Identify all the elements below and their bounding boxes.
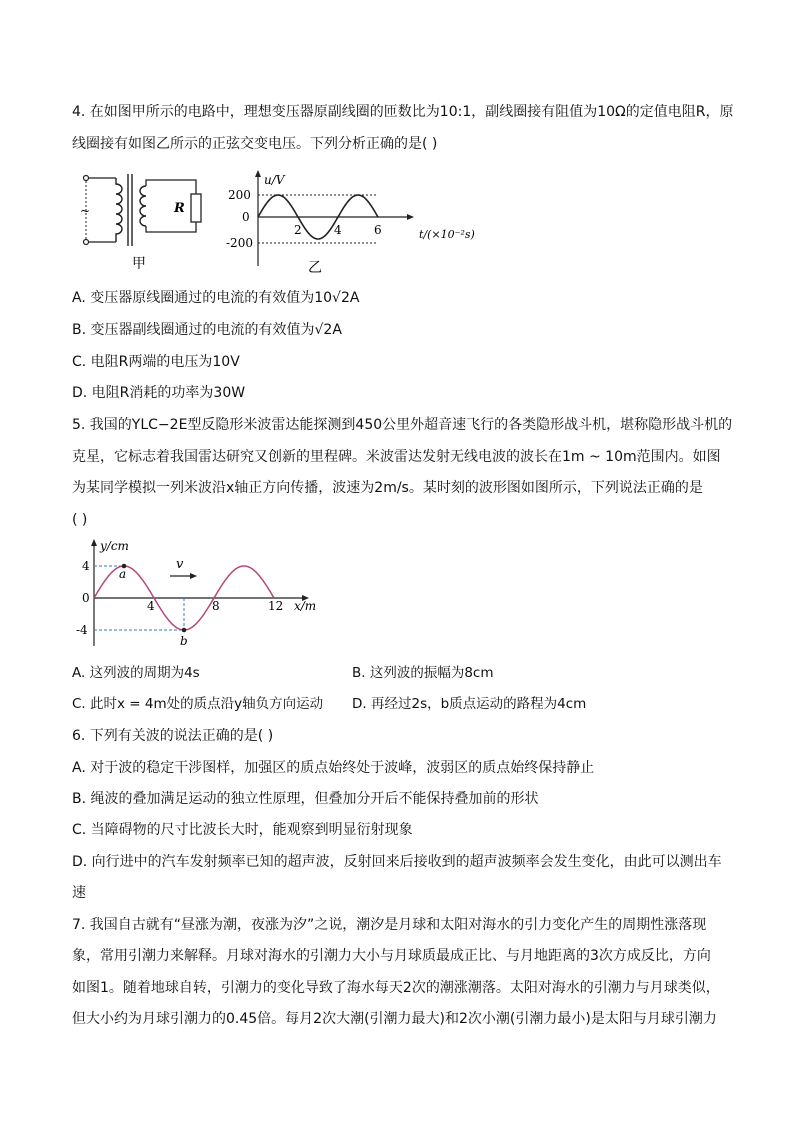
t-axis-arrow <box>407 214 414 220</box>
q4-option-a: A. 变压器原线圈通过的电流的有效值为10√2A <box>72 290 360 306</box>
point-a-label: a <box>119 567 127 581</box>
q4-option-c: C. 电阻R两端的电压为10V <box>72 354 240 370</box>
y-tick-neg4: -4 <box>76 623 88 637</box>
source-symbol: ~ <box>80 204 91 218</box>
primary-coil <box>116 178 122 242</box>
velocity-label: v <box>176 557 184 572</box>
resistor <box>191 194 201 222</box>
q4-stem-line-2: 线圈接有如图乙所示的正弦交变电压。下列分析正确的是( ) <box>72 136 438 152</box>
secondary-coil <box>140 186 146 226</box>
q6-stem: 6. 下列有关波的说法正确的是( ) <box>72 728 274 744</box>
resistor-label: R <box>174 201 185 216</box>
u-axis-label: u/V <box>264 173 285 187</box>
u-tick-200: 200 <box>228 188 251 202</box>
q6-option-a: A. 对于波的稳定干涉图样，加强区的质点始终处于波峰，波弱区的质点始终保持静止 <box>72 760 595 776</box>
q6-option-b: B. 绳波的叠加满足运动的独立性原理，但叠加分开后不能保持叠加前的形状 <box>72 791 539 807</box>
terminal-top <box>84 176 89 181</box>
q5-option-d: D. 再经过2s，b质点运动的路程为4cm <box>352 696 587 712</box>
q6-option-d-cont: 速 <box>72 885 86 901</box>
y-tick-4: 4 <box>82 559 90 573</box>
q6-option-c: C. 当障碍物的尺寸比波长大时，能观察到明显衍射现象 <box>72 822 413 838</box>
q5-stem-line-3: 为某同学模拟一列米波沿x轴正方向传播，波速为2m/s。某时刻的波形图如图所示，下列说法正确的是 <box>72 480 703 496</box>
wave-figure <box>72 534 332 652</box>
q6-option-d: D. 向行进中的汽车发射频率已知的超声波，反射回来后接收到的超声波频率会发生变化，由此可以测出车 <box>72 854 722 870</box>
transformer-circuit-figure <box>74 166 214 274</box>
q5-stem-line-2: 克星，它标志着我国雷达研究又创新的里程碑。米波雷达发射无线电波的波长在1m ~ 10m范围内。如图 <box>72 449 721 465</box>
q5-option-a: A. 这列波的周期为4s <box>72 665 200 681</box>
q7-stem-line-4: 但大小约为月球引潮力的0.45倍。每月2次大潮(引潮力最大)和2次小潮(引潮力最小)是太阳与月球引潮力 <box>72 1011 717 1027</box>
y-axis-label: y/cm <box>100 539 129 553</box>
q5-option-b: B. 这列波的振幅为8cm <box>352 665 494 681</box>
x-axis-label: x/m <box>294 599 317 613</box>
t-tick-4: 4 <box>334 223 342 237</box>
q5-stem-line-1: 5. 我国的YLC−2E型反隐形米波雷达能探测到450公里外超音速飞行的各类隐形战斗机，堪称隐形战斗机的 <box>72 417 733 433</box>
secondary-wire-bottom <box>146 222 196 232</box>
voltage-waveform-figure <box>220 168 475 278</box>
t-tick-2: 2 <box>294 223 302 237</box>
u-tick-neg200: -200 <box>226 236 253 250</box>
point-b-label: b <box>180 634 188 648</box>
q5-option-c: C. 此时x = 4m处的质点沿y轴负方向运动 <box>72 696 324 712</box>
secondary-wire-top <box>146 180 196 194</box>
x-tick-8: 8 <box>212 599 220 613</box>
terminal-bottom <box>84 240 89 245</box>
q5-stem-line-4: ( ) <box>72 512 88 528</box>
point-b-dot <box>182 628 187 633</box>
x-tick-12: 12 <box>268 599 284 613</box>
u-axis-arrow <box>255 170 261 177</box>
q4-option-d: D. 电阻R消耗的功率为30W <box>72 385 246 401</box>
figure-yi-caption: 乙 <box>308 260 322 276</box>
q7-stem-line-1: 7. 我国自古就有“昼涨为潮，夜涨为汐”之说，潮汐是月球和太阳对海水的引力变化产生的周期性涨落现 <box>72 917 707 933</box>
y-tick-0: 0 <box>82 591 90 605</box>
t-axis-label: t/(×10⁻²s) <box>419 228 475 241</box>
q4-option-b: B. 变压器副线圈通过的电流的有效值为√2A <box>72 322 342 338</box>
q4-stem-line-1: 4. 在如图甲所示的电路中，理想变压器原副线圈的匝数比为10:1，副线圈接有阻值为10Ω的定值电阻R，原 <box>72 104 734 120</box>
figure-jia-caption: 甲 <box>132 256 146 272</box>
t-tick-6: 6 <box>374 223 382 237</box>
q7-stem-line-2: 象，常用引潮力来解释。月球对海水的引潮力大小与月球质最成正比、与月地距离的3次方成反比，方向 <box>72 948 711 964</box>
u-tick-0: 0 <box>242 210 250 224</box>
q7-stem-line-3: 如图1。随着地球自转，引潮力的变化导致了海水每天2次的潮涨潮落。太阳对海水的引潮力与月球类似， <box>72 980 720 996</box>
x-tick-4: 4 <box>147 599 155 613</box>
velocity-arrow-head <box>190 573 197 579</box>
y-axis-arrow <box>91 539 97 546</box>
